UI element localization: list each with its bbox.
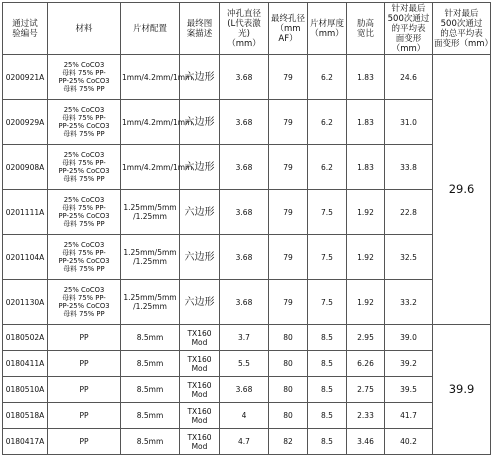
cell-punch-diameter: 3.68 — [220, 145, 269, 190]
cell-sheet-config: 1.25mm/5mm /1.25mm — [121, 235, 180, 280]
cell-rib-ratio: 3.46 — [347, 429, 385, 455]
cell-hole-size: 80 — [269, 377, 308, 403]
header-thickness: 片材厚度 （mm） — [308, 3, 347, 55]
cell-test-id: 0200908A — [3, 145, 48, 190]
cell-thickness: 8.5 — [308, 351, 347, 377]
cell-test-id: 0180502A — [3, 325, 48, 351]
cell-hole-size: 80 — [269, 351, 308, 377]
cell-sheet-config: 1mm/4.2mm/1mm — [121, 55, 180, 100]
cell-pattern: TX160 Mod — [180, 377, 220, 403]
cell-thickness: 7.5 — [308, 280, 347, 325]
cell-avg-deformation: 22.8 — [385, 190, 433, 235]
cell-rib-ratio: 1.83 — [347, 145, 385, 190]
cell-punch-diameter: 4 — [220, 403, 269, 429]
cell-rib-ratio: 2.33 — [347, 403, 385, 429]
cell-test-id: 0201130A — [3, 280, 48, 325]
cell-pattern: 六边形 — [180, 190, 220, 235]
cell-thickness: 7.5 — [308, 190, 347, 235]
cell-material: PP — [48, 429, 121, 455]
table-row — [3, 280, 491, 325]
header-pattern: 最终图 案描述 — [180, 3, 220, 55]
cell-test-id: 0180411A — [3, 351, 48, 377]
cell-hole-size: 79 — [269, 190, 308, 235]
cell-material: 25% CoCO3 母料 75% PP- PP-25% CoCO3 母料 75% PP — [48, 280, 121, 325]
cell-rib-ratio: 2.75 — [347, 377, 385, 403]
cell-pattern: TX160 Mod — [180, 429, 220, 455]
table-row — [3, 403, 491, 429]
cell-punch-diameter: 4.7 — [220, 429, 269, 455]
cell-hole-size: 80 — [269, 325, 308, 351]
header-punch-diameter: 冲孔直径 (L代表激 光) （mm） — [220, 3, 269, 55]
cell-thickness: 6.2 — [308, 55, 347, 100]
cell-rib-ratio: 1.83 — [347, 100, 385, 145]
cell-avg-deformation: 40.2 — [385, 429, 433, 455]
cell-avg-deformation: 33.8 — [385, 145, 433, 190]
table-row — [3, 351, 491, 377]
cell-material: PP — [48, 351, 121, 377]
cell-test-id: 0201104A — [3, 235, 48, 280]
cell-group-total: 29.6 — [433, 55, 491, 325]
cell-avg-deformation: 41.7 — [385, 403, 433, 429]
cell-material: PP — [48, 325, 121, 351]
table-row — [3, 429, 491, 455]
cell-hole-size: 80 — [269, 403, 308, 429]
cell-thickness: 7.5 — [308, 235, 347, 280]
cell-hole-size: 79 — [269, 55, 308, 100]
table-row — [3, 235, 491, 280]
cell-material: PP — [48, 403, 121, 429]
cell-hole-size: 79 — [269, 145, 308, 190]
header-test-id: 通过试 验编号 — [3, 3, 48, 55]
table-row — [3, 55, 491, 100]
cell-rib-ratio: 1.83 — [347, 55, 385, 100]
cell-sheet-config: 8.5mm — [121, 351, 180, 377]
cell-avg-deformation: 39.5 — [385, 377, 433, 403]
cell-avg-deformation: 31.0 — [385, 100, 433, 145]
cell-pattern: TX160 Mod — [180, 403, 220, 429]
cell-hole-size: 79 — [269, 100, 308, 145]
cell-hole-size: 82 — [269, 429, 308, 455]
cell-sheet-config: 1mm/4.2mm/1mm — [121, 100, 180, 145]
cell-hole-size: 79 — [269, 280, 308, 325]
cell-group-total: 39.9 — [433, 325, 491, 455]
cell-sheet-config: 1.25mm/5mm /1.25mm — [121, 280, 180, 325]
cell-punch-diameter: 3.68 — [220, 280, 269, 325]
cell-punch-diameter: 3.68 — [220, 100, 269, 145]
header-total-avg-deformation: 针对最后 500次通过 的总平均表 面变形（mm） — [433, 3, 491, 55]
table-row — [3, 325, 491, 351]
cell-pattern: TX160 Mod — [180, 351, 220, 377]
cell-punch-diameter: 3.68 — [220, 190, 269, 235]
header-avg-deformation: 针对最后 500次通过 的平均表 面变形（mm） — [385, 3, 433, 55]
cell-test-id: 0201111A — [3, 190, 48, 235]
cell-hole-size: 79 — [269, 235, 308, 280]
header-row — [3, 3, 491, 55]
cell-punch-diameter: 3.68 — [220, 377, 269, 403]
cell-thickness: 8.5 — [308, 403, 347, 429]
cell-rib-ratio: 2.95 — [347, 325, 385, 351]
header-sheet-config: 片材配置 — [121, 3, 180, 55]
cell-rib-ratio: 1.92 — [347, 280, 385, 325]
cell-rib-ratio: 1.92 — [347, 235, 385, 280]
cell-thickness: 8.5 — [308, 325, 347, 351]
cell-thickness: 8.5 — [308, 377, 347, 403]
cell-test-id: 0200921A — [3, 55, 48, 100]
cell-punch-diameter: 3.68 — [220, 235, 269, 280]
cell-material: 25% CoCO3 母料 75% PP- PP-25% CoCO3 母料 75% PP — [48, 235, 121, 280]
table-row — [3, 377, 491, 403]
cell-material: 25% CoCO3 母料 75% PP- PP-25% CoCO3 母料 75% PP — [48, 55, 121, 100]
cell-pattern: 六边形 — [180, 55, 220, 100]
cell-avg-deformation: 39.0 — [385, 325, 433, 351]
cell-sheet-config: 8.5mm — [121, 403, 180, 429]
cell-pattern: TX160 Mod — [180, 325, 220, 351]
cell-material: 25% CoCO3 母料 75% PP- PP-25% CoCO3 母料 75% PP — [48, 190, 121, 235]
header-rib-ratio: 肋高 宽比 — [347, 3, 385, 55]
cell-material: 25% CoCO3 母料 75% PP- PP-25% CoCO3 母料 75% PP — [48, 145, 121, 190]
cell-punch-diameter: 5.5 — [220, 351, 269, 377]
cell-sheet-config: 1.25mm/5mm /1.25mm — [121, 190, 180, 235]
header-hole-size: 最终孔径 （mm AF） — [269, 3, 308, 55]
cell-pattern: 六边形 — [180, 145, 220, 190]
cell-rib-ratio: 6.26 — [347, 351, 385, 377]
cell-avg-deformation: 39.2 — [385, 351, 433, 377]
cell-punch-diameter: 3.7 — [220, 325, 269, 351]
cell-test-id: 0180510A — [3, 377, 48, 403]
cell-test-id: 0180518A — [3, 403, 48, 429]
table-row — [3, 100, 491, 145]
cell-sheet-config: 8.5mm — [121, 377, 180, 403]
cell-sheet-config: 1mm/4.2mm/1mm — [121, 145, 180, 190]
results-table — [2, 2, 491, 455]
cell-sheet-config: 8.5mm — [121, 429, 180, 455]
cell-material: 25% CoCO3 母料 75% PP- PP-25% CoCO3 母料 75% PP — [48, 100, 121, 145]
cell-avg-deformation: 32.5 — [385, 235, 433, 280]
cell-rib-ratio: 1.92 — [347, 190, 385, 235]
cell-pattern: 六边形 — [180, 280, 220, 325]
cell-punch-diameter: 3.68 — [220, 55, 269, 100]
cell-thickness: 6.2 — [308, 145, 347, 190]
cell-pattern: 六边形 — [180, 235, 220, 280]
cell-avg-deformation: 33.2 — [385, 280, 433, 325]
cell-thickness: 6.2 — [308, 100, 347, 145]
cell-thickness: 8.5 — [308, 429, 347, 455]
table-row — [3, 190, 491, 235]
cell-pattern: 六边形 — [180, 100, 220, 145]
cell-test-id: 0200929A — [3, 100, 48, 145]
cell-avg-deformation: 24.6 — [385, 55, 433, 100]
table-row — [3, 145, 491, 190]
header-material: 材料 — [48, 3, 121, 55]
cell-test-id: 0180417A — [3, 429, 48, 455]
cell-material: PP — [48, 377, 121, 403]
cell-sheet-config: 8.5mm — [121, 325, 180, 351]
